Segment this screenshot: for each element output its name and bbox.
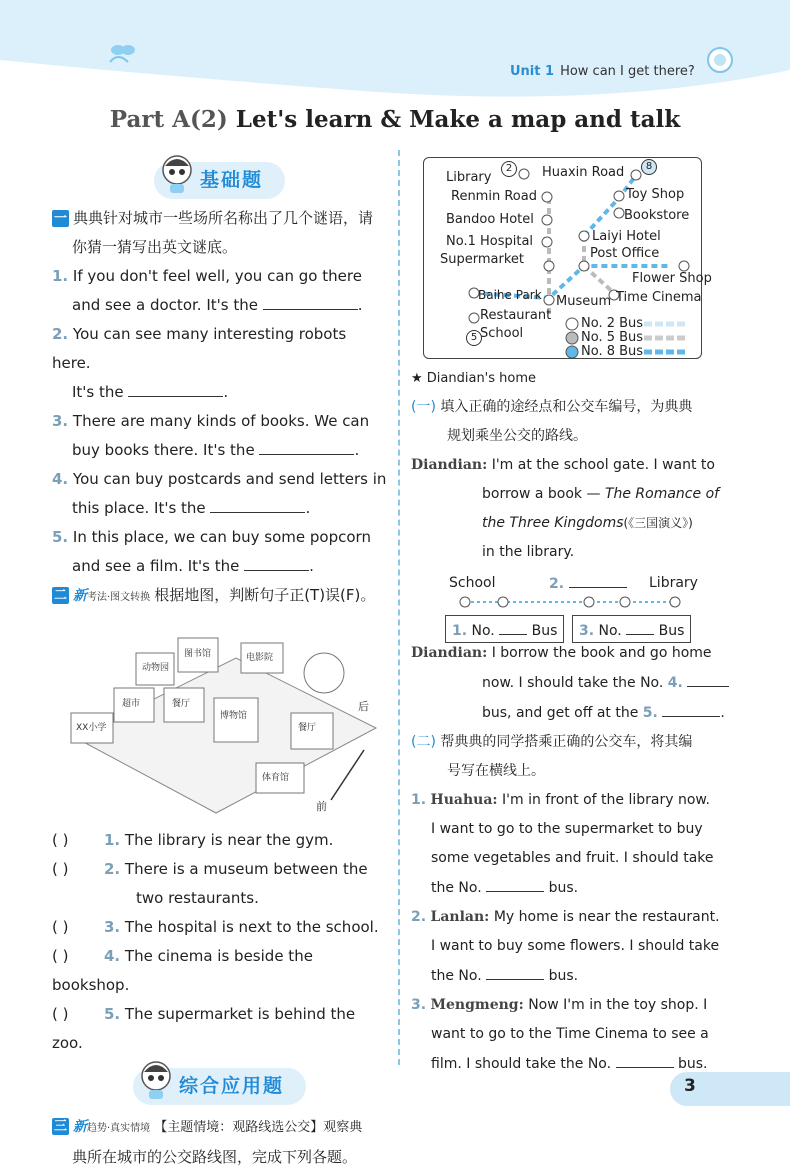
stop-renmin-road: Renmin Road — [451, 189, 537, 204]
riddle-num: 3. — [52, 412, 69, 430]
riddle-end: . — [223, 383, 229, 401]
tf-text: There is a museum between the — [124, 860, 368, 878]
q3-badge: 三 — [53, 1119, 67, 1134]
book-title-cn: (《三国演义》) — [623, 516, 693, 530]
dialogue-end: . — [720, 705, 725, 721]
left-column — [52, 158, 387, 1172]
tf-paren[interactable]: ( ) — [52, 947, 69, 965]
stop-hospital: No.1 Hospital — [446, 234, 534, 249]
sub2-text-1: 帮典典的同学搭乘正确的公交车，将其编 — [440, 734, 693, 750]
dialogue-line: I'm at the school gate. I want to — [491, 457, 715, 473]
sub2-q2 — [411, 903, 746, 991]
answer-blank[interactable] — [662, 698, 720, 717]
tf-num: 5. — [104, 1005, 121, 1023]
q1-badge: 一 — [53, 211, 67, 226]
question-2-header — [52, 581, 387, 612]
stop-bookstore: Bookstore — [624, 208, 690, 223]
home-note: ★ Diandian's home — [411, 371, 537, 386]
flow-bus-3 — [572, 615, 691, 643]
tf-item-2 — [52, 855, 387, 913]
map-label-gym: 体育馆 — [262, 773, 290, 783]
tf-text-cont: two restaurants. — [136, 889, 259, 907]
header-banner — [0, 0, 790, 100]
map-label-museum: 博物馆 — [220, 711, 248, 721]
sub2-q1 — [411, 786, 746, 903]
legend-bus-8: No. 8 Bus — [581, 344, 644, 359]
answer-blank[interactable] — [499, 616, 527, 635]
sub1-text-1: 填入正确的途经点和公交车编号，为典典 — [440, 399, 693, 415]
city-map-illustration — [66, 618, 386, 818]
dialogue-line: borrow a book — [482, 486, 583, 502]
tf-text: The cinema is beside the bookshop. — [52, 947, 313, 994]
q1-text-2: 你猜一猜写出英文谜底。 — [72, 238, 238, 256]
book-title: the Three Kingdoms — [482, 515, 624, 531]
title-part: Part A — [109, 106, 190, 133]
flow-no: No. — [598, 623, 622, 639]
q-line-end: bus. — [677, 1056, 708, 1072]
route-flow — [411, 569, 746, 639]
q3-text-2: 典所在城市的公交路线图，完成下列各题。 — [72, 1148, 358, 1166]
direction-arrow — [331, 750, 364, 800]
map-label-school: XX小学 — [76, 723, 107, 733]
riddle-item-3 — [52, 407, 387, 465]
robot-mascot-icon — [160, 154, 194, 194]
title-num: (2) — [189, 106, 228, 133]
tf-paren[interactable]: ( ) — [52, 860, 69, 878]
q3-new-tag: 新 — [73, 1119, 87, 1135]
q1-text-1: 典典针对城市一些场所名称出了几个谜语，请 — [73, 209, 374, 227]
page-number: 3 — [684, 1076, 696, 1096]
riddle-end: . — [354, 441, 360, 459]
flow-bus: Bus — [531, 623, 558, 639]
stop-museum: Museum — [556, 294, 612, 309]
stop-library: Library — [446, 170, 492, 185]
tf-paren[interactable]: ( ) — [52, 831, 69, 849]
q-line-end: bus. — [548, 968, 579, 984]
map-label-library: 图书馆 — [184, 649, 212, 659]
flow-num: 3. — [579, 623, 595, 639]
riddle-text: You can see many interesting robots here. — [52, 325, 347, 372]
riddle-item-2 — [52, 320, 387, 407]
sub1-text-2: 规划乘坐公交的路线。 — [447, 428, 587, 444]
riddle-text: and see a film. It's the — [72, 557, 240, 575]
flow-no: No. — [471, 623, 495, 639]
dialogue-line: I borrow the book and go home — [491, 645, 712, 661]
dialogue-line: in the library. — [482, 544, 575, 560]
stop-baihe-park: Baihe Park — [478, 288, 542, 302]
map-label-market: 超市 — [122, 699, 141, 709]
section-basic-heading — [52, 158, 387, 202]
riddle-text: In this place, we can buy some popcorn — [72, 528, 371, 546]
answer-blank[interactable] — [486, 873, 544, 892]
answer-blank[interactable] — [486, 961, 544, 980]
q2-new-tag: 新 — [73, 588, 87, 604]
q-num: 1. — [411, 792, 427, 808]
stop-toy-shop: Toy Shop — [626, 187, 685, 202]
riddle-num: 5. — [52, 528, 69, 546]
flower-icon — [708, 48, 732, 72]
right-column — [411, 364, 746, 1079]
riddle-text: There are many kinds of books. We can — [72, 412, 370, 430]
column-divider — [398, 150, 400, 1065]
sub1-header — [411, 393, 746, 451]
answer-blank[interactable] — [616, 1049, 674, 1068]
flow-num: 1. — [452, 623, 468, 639]
tf-item-4 — [52, 942, 387, 1000]
tf-text: The hospital is next to the school. — [124, 918, 379, 936]
riddle-list — [52, 262, 387, 581]
tf-item-5 — [52, 1000, 387, 1058]
tf-text: The library is near the gym. — [124, 831, 334, 849]
q3-text-1: 【主题情境：观路线选公交】观察典 — [154, 1120, 363, 1135]
riddle-item-1 — [52, 262, 387, 320]
q-line: I want to go to the supermarket to buy — [431, 821, 703, 837]
riddle-text: and see a doctor. It's the — [72, 296, 258, 314]
stop-school: School — [480, 326, 524, 341]
page-number-tab — [670, 1072, 790, 1106]
q-num: 2. — [411, 909, 427, 925]
stop-huaxin-road: Huaxin Road — [542, 165, 625, 180]
dialogue-dash: — — [586, 486, 601, 502]
blank-num: 4. — [667, 675, 683, 691]
map-label-pet: 动物园 — [142, 663, 170, 673]
tf-paren[interactable]: ( ) — [52, 1005, 69, 1023]
answer-blank[interactable] — [210, 494, 305, 513]
riddle-text: It's the — [72, 383, 124, 401]
legend-bus-2: No. 2 Bus — [581, 316, 644, 331]
q-num: 3. — [411, 997, 427, 1013]
unit-label: Unit 1 — [510, 64, 555, 79]
tf-paren[interactable]: ( ) — [52, 918, 69, 936]
unit-header — [510, 64, 695, 79]
sub1-num: (一) — [411, 399, 436, 415]
route-badge-2: 2 — [501, 161, 517, 177]
riddle-item-4 — [52, 465, 387, 523]
sub2-num: (二) — [411, 734, 436, 750]
page-title — [0, 106, 790, 133]
riddle-item-5 — [52, 523, 387, 581]
stop-time-cinema: Time Cinema — [616, 290, 702, 305]
map-label-restaurant2: 餐厅 — [298, 723, 317, 733]
bus-route-map — [423, 157, 712, 359]
q-line: the No. — [431, 880, 482, 896]
q-line: I want to buy some flowers. I should take — [431, 938, 720, 954]
question-1-header — [52, 204, 387, 262]
speaker: Lanlan: — [430, 909, 490, 925]
riddle-end: . — [309, 557, 314, 575]
tf-num: 1. — [104, 831, 121, 849]
q-line: Now I'm in the toy shop. I — [528, 997, 708, 1013]
flow-num: 2. — [549, 576, 565, 592]
sub2-q3 — [411, 991, 746, 1079]
tf-num: 2. — [104, 860, 121, 878]
section-applied-heading — [52, 1064, 387, 1108]
section-basic-label: 基础题 — [199, 168, 263, 191]
answer-blank[interactable] — [569, 569, 627, 588]
section-applied-pill — [133, 1068, 306, 1105]
speaker-diandian: Diandian: — [411, 645, 488, 661]
title-rest: Let's learn & Make a map and talk — [235, 106, 681, 133]
riddle-num: 2. — [52, 325, 69, 343]
answer-blank[interactable] — [244, 552, 309, 571]
map-label-restaurant1: 餐厅 — [172, 699, 191, 709]
tf-text: The supermarket is behind the zoo. — [52, 1005, 356, 1052]
route-badge-5: 5 — [466, 330, 482, 346]
sub2-header — [411, 728, 746, 786]
stop-laiyi-hotel: Laiyi Hotel — [592, 229, 661, 244]
q-line: the No. — [431, 968, 482, 984]
q2-type-tag: 考法·图文转换 — [87, 592, 151, 603]
flow-bus-1 — [445, 615, 564, 643]
stop-restaurant: Restaurant — [480, 308, 552, 323]
header-wave-decoration — [0, 0, 790, 100]
sub2-text-2: 号写在横线上。 — [447, 763, 545, 779]
tf-num: 3. — [104, 918, 121, 936]
route-badge-8: 8 — [641, 159, 657, 175]
q-line: film. I should take the No. — [431, 1056, 612, 1072]
robot-mascot-icon — [139, 1060, 173, 1100]
riddle-text: You can buy postcards and send letters in — [72, 470, 387, 488]
question-3-header — [52, 1112, 387, 1172]
speaker-diandian: Diandian: — [411, 457, 488, 473]
flow-library: Library — [649, 575, 698, 591]
blank-num: 5. — [642, 705, 658, 721]
flow-line — [459, 595, 689, 609]
speaker: Mengmeng: — [430, 997, 524, 1013]
flow-school: School — [449, 575, 496, 591]
stop-supermarket: Supermarket — [440, 252, 524, 267]
unit-subtitle: How can I get there? — [560, 64, 695, 79]
q-line: want to go to the Time Cinema to see a — [431, 1026, 709, 1042]
answer-blank[interactable] — [687, 668, 729, 687]
tf-item-3 — [52, 913, 387, 942]
q3-type-tag: 趋势·真实情境 — [87, 1123, 151, 1134]
riddle-text: buy books there. It's the — [72, 441, 255, 459]
q-line: My home is near the restaurant. — [493, 909, 720, 925]
tf-item-1 — [52, 826, 387, 855]
dialogue-line: bus, and get off at the — [482, 705, 639, 721]
dialogue-1 — [411, 451, 746, 567]
building-round — [304, 653, 344, 693]
map-label-cinema: 电影院 — [246, 653, 274, 663]
answer-blank[interactable] — [263, 291, 358, 310]
q-line: I'm in front of the library now. — [502, 792, 710, 808]
riddle-end: . — [357, 296, 363, 314]
stop-bandoo-hotel: Bandoo Hotel — [446, 212, 534, 227]
q-line: some vegetables and fruit. I should take — [431, 850, 714, 866]
q2-badge: 二 — [53, 588, 67, 603]
q2-text: 根据地图，判断句子正(T)误(F)。 — [154, 586, 376, 604]
legend-bus-5: No. 5 Bus — [581, 330, 644, 345]
answer-blank[interactable] — [626, 616, 654, 635]
stop-flower-shop: Flower Shop — [632, 271, 712, 286]
answer-blank[interactable] — [259, 436, 354, 455]
riddle-end: . — [305, 499, 311, 517]
q-line-end: bus. — [548, 880, 579, 896]
section-applied-label: 综合应用题 — [178, 1074, 284, 1097]
dialogue-2 — [411, 639, 746, 728]
map-label-front: 前 — [316, 800, 327, 813]
map-label-back: 后 — [358, 700, 369, 713]
riddle-num: 1. — [52, 267, 69, 285]
flow-bus: Bus — [658, 623, 685, 639]
answer-blank[interactable] — [128, 378, 223, 397]
dialogue-line: now. I should take the No. — [482, 675, 664, 691]
riddle-num: 4. — [52, 470, 69, 488]
riddle-text: If you don't feel well, you can go there — [72, 267, 362, 285]
tf-num: 4. — [104, 947, 121, 965]
speaker: Huahua: — [430, 792, 498, 808]
tf-list — [52, 826, 387, 1058]
riddle-text: this place. It's the — [72, 499, 206, 517]
section-basic-pill — [154, 162, 285, 199]
stop-post-office: Post Office — [590, 246, 660, 261]
book-title: The Romance of — [604, 486, 720, 502]
